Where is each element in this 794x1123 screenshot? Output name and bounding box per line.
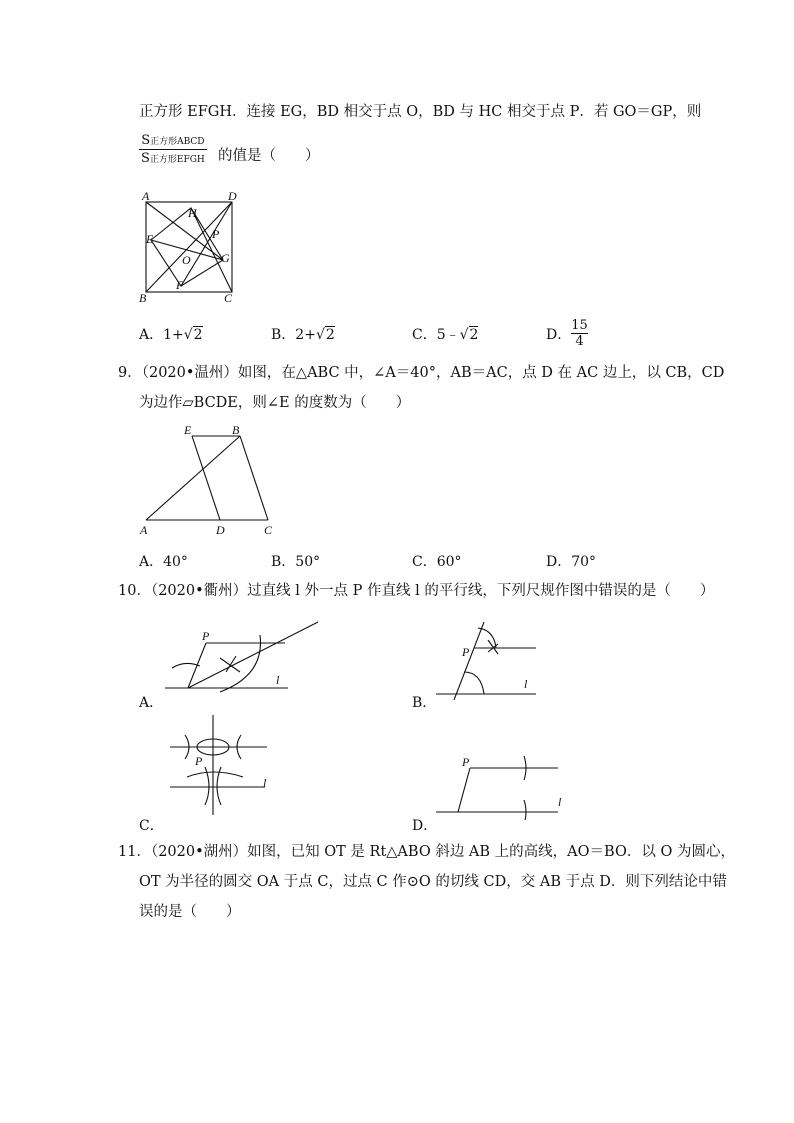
q10-figure-b bbox=[436, 620, 546, 700]
q10-figure-c bbox=[165, 715, 285, 815]
q8-option-d-num: 15 bbox=[571, 318, 588, 333]
q8-option-b[interactable] bbox=[271, 324, 335, 344]
label-P: P bbox=[202, 629, 210, 643]
label-l: l bbox=[263, 776, 267, 790]
q9-line1: 9．（2020•温州）如图，在△ABC 中，∠A＝40°，AB＝AC，点 D 在 AC 边上，以 CB，CD bbox=[118, 365, 725, 381]
q10-figure-a bbox=[160, 620, 325, 700]
label-D: D bbox=[228, 190, 237, 203]
q8-area-ratio-fraction bbox=[139, 133, 207, 166]
q8-option-c-radicand: 2 bbox=[469, 327, 479, 343]
arc-cross bbox=[220, 656, 240, 672]
arc-cross bbox=[488, 640, 498, 654]
q9-option-d[interactable]: D．70° bbox=[546, 554, 597, 570]
q8-frac-num-sub: 正方形ABCD bbox=[150, 137, 205, 147]
q8-option-b-prefix: B．2+ bbox=[271, 327, 316, 343]
label-C: C bbox=[264, 523, 273, 537]
q11-line3: 误的是（ ） bbox=[139, 904, 241, 920]
q9-line2: 为边作▱BCDE，则∠E 的度数为（ ） bbox=[139, 395, 411, 411]
label-l: l bbox=[524, 677, 528, 691]
label-E: E bbox=[146, 232, 154, 246]
q10-option-d[interactable]: D． bbox=[412, 818, 438, 834]
label-G: G bbox=[221, 251, 230, 265]
label-P: P bbox=[212, 227, 220, 241]
q8-option-d-prefix: D． bbox=[546, 326, 572, 343]
label-A: A bbox=[142, 190, 150, 203]
q9-parallelogram-figure bbox=[138, 420, 283, 542]
q8-option-c-prefix: C．5﹣ bbox=[412, 327, 460, 343]
q11-line2: OT 为半径的圆交 OA 于点 C，过点 C 作⊙O 的切线 CD，交 AB 于点 D．则下列结论中错 bbox=[139, 874, 727, 890]
arc-bottom bbox=[187, 772, 243, 777]
sqrt-sign: √ bbox=[183, 327, 193, 343]
q11-line1: 11．（2020•湖州）如图，已知 OT 是 Rt△ABO 斜边 AB 上的高线，AO＝BO．以 O 为圆心， bbox=[118, 844, 735, 860]
label-C: C bbox=[224, 291, 233, 305]
q9-option-a[interactable]: A．40° bbox=[139, 554, 188, 570]
label-A: A bbox=[140, 523, 148, 537]
q8-option-d-fraction bbox=[571, 318, 588, 349]
q8-option-a-prefix: A．1+ bbox=[139, 327, 184, 343]
label-P: P bbox=[462, 645, 470, 659]
side-bc bbox=[240, 436, 268, 520]
segment-hc bbox=[191, 208, 232, 292]
q9-option-b[interactable]: B．50° bbox=[271, 554, 321, 570]
q8-frac-den-s: S bbox=[141, 151, 150, 166]
arc-lower bbox=[464, 672, 484, 694]
q8-option-c[interactable] bbox=[412, 324, 478, 344]
label-D: D bbox=[216, 523, 225, 537]
q10-option-c[interactable]: C． bbox=[139, 818, 164, 834]
q10-figure-d bbox=[436, 750, 566, 820]
q8-option-b-radicand: 2 bbox=[325, 327, 335, 343]
q10-option-a[interactable]: A． bbox=[139, 695, 164, 711]
q9-option-c[interactable]: C．60° bbox=[412, 554, 462, 570]
label-E: E bbox=[184, 423, 192, 437]
q8-frac-den-sub: 正方形EFGH bbox=[149, 155, 205, 165]
label-P: P bbox=[462, 755, 470, 769]
sqrt-sign: √ bbox=[315, 327, 325, 343]
label-P: P bbox=[195, 754, 203, 768]
q8-option-d[interactable] bbox=[546, 318, 588, 349]
label-l: l bbox=[558, 795, 562, 809]
label-H: H bbox=[188, 206, 197, 220]
label-B: B bbox=[139, 291, 147, 305]
sqrt-sign: √ bbox=[459, 327, 469, 343]
side-ed bbox=[192, 436, 220, 520]
label-l: l bbox=[276, 673, 280, 687]
square-efgh bbox=[151, 208, 223, 286]
q10-line1: 10．（2020•衢州）过直线 l 外一点 P 作直线 l 的平行线，下列尺规作图中错误的是（ ） bbox=[118, 583, 715, 599]
q8-question-tail: 的值是（ ） bbox=[218, 148, 320, 164]
label-B: B bbox=[232, 423, 240, 437]
q8-option-a[interactable] bbox=[139, 324, 203, 344]
label-F: F bbox=[176, 278, 184, 292]
q8-square-figure bbox=[136, 190, 246, 310]
side-ab bbox=[146, 436, 240, 520]
q8-line1: 正方形 EFGH．连接 EG，BD 相交于点 O，BD 与 HC 相交于点 P．若 GO＝GP，则 bbox=[139, 104, 702, 120]
q8-option-d-den: 4 bbox=[575, 334, 584, 349]
q10-option-b[interactable]: B． bbox=[412, 695, 437, 711]
segment-p bbox=[458, 768, 470, 812]
q8-option-a-radicand: 2 bbox=[193, 327, 203, 343]
label-O: O bbox=[182, 253, 191, 267]
arc-lower bbox=[524, 800, 526, 820]
q8-frac-num-s: S bbox=[141, 133, 151, 148]
transversal bbox=[454, 622, 484, 700]
